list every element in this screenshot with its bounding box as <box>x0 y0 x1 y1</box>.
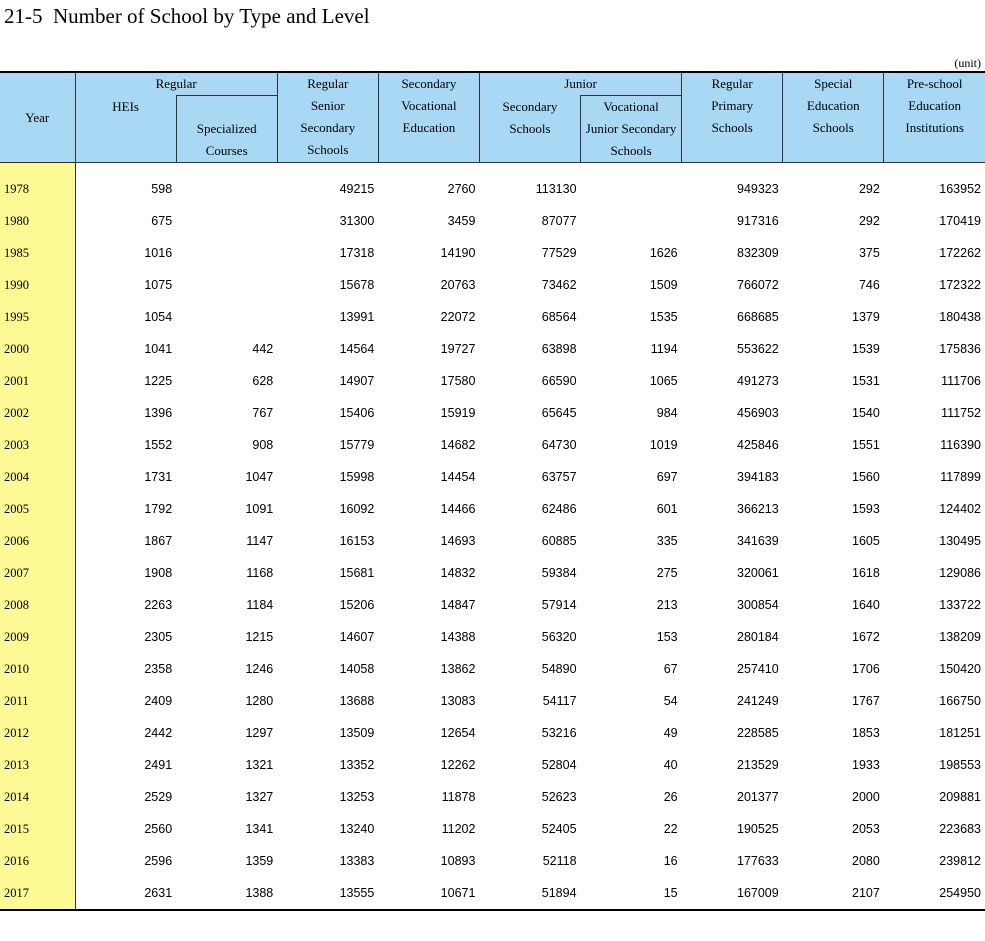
year-cell: 2001 <box>0 365 75 397</box>
value-cell: 241249 <box>737 694 779 708</box>
value-cell: 170419 <box>939 214 981 228</box>
value-cell: 52118 <box>542 854 577 868</box>
value-cell: 51894 <box>479 877 580 910</box>
value-cell: 1215 <box>245 630 274 644</box>
header-secondary-vocational-line-2: Vocational <box>401 98 457 113</box>
value-cell: 2529 <box>144 790 173 804</box>
value-cell: 111706 <box>941 374 981 388</box>
schools-table <box>0 71 985 911</box>
value-cell: 111752 <box>941 406 981 420</box>
value-cell: 746 <box>858 278 880 292</box>
value-cell: 117899 <box>940 470 981 484</box>
value-cell: 14388 <box>440 630 476 644</box>
value-cell: 228585 <box>737 726 779 740</box>
value-cell: 77529 <box>541 246 577 260</box>
value-cell: 15681 <box>339 566 375 580</box>
value-cell: 766072 <box>737 278 779 292</box>
value-cell: 54 <box>663 694 678 708</box>
header-secondary-vocational-line-1: Secondary <box>401 76 457 91</box>
value-cell: 14847 <box>440 598 476 612</box>
value-cell: 15919 <box>440 406 476 420</box>
value-cell: 1626 <box>649 246 678 260</box>
header-primary <box>682 72 783 163</box>
value-cell <box>176 163 277 206</box>
value-cell: 129086 <box>939 566 981 580</box>
header-preschool <box>884 72 985 163</box>
value-cell: 917316 <box>737 214 779 228</box>
value-cell: 150420 <box>939 662 981 676</box>
value-cell: 1341 <box>245 822 274 836</box>
value-cell: 13383 <box>339 854 375 868</box>
value-cell: 13509 <box>339 726 375 740</box>
value-cell: 2080 <box>852 854 880 868</box>
value-cell: 456903 <box>737 406 779 420</box>
value-cell: 14190 <box>440 246 476 260</box>
year-cell: 2017 <box>0 877 75 910</box>
value-cell: 11878 <box>441 790 476 804</box>
value-cell: 1540 <box>852 406 880 420</box>
year-cell: 2004 <box>0 461 75 493</box>
year-cell: 2010 <box>0 653 75 685</box>
value-cell: 67 <box>663 662 678 676</box>
value-cell: 1535 <box>649 310 678 324</box>
year-cell: 2012 <box>0 717 75 749</box>
value-cell: 2560 <box>144 822 173 836</box>
value-cell: 14466 <box>440 502 476 516</box>
table-row <box>0 269 985 301</box>
value-cell: 73462 <box>541 278 577 292</box>
value-cell: 1767 <box>852 694 880 708</box>
value-cell: 15779 <box>339 438 375 452</box>
value-cell: 66590 <box>541 374 577 388</box>
value-cell: 10893 <box>440 854 476 868</box>
year-cell: 2014 <box>0 781 75 813</box>
value-cell: 113130 <box>535 182 577 196</box>
value-cell: 1075 <box>144 278 173 292</box>
value-cell: 15 <box>581 877 682 910</box>
value-cell: 1605 <box>852 534 880 548</box>
header-vocational-junior <box>581 96 682 163</box>
value-cell <box>176 205 277 237</box>
value-cell: 767 <box>252 406 274 420</box>
value-cell: 17318 <box>339 246 375 260</box>
value-cell: 59384 <box>541 566 577 580</box>
header-senior-secondary-line-3: Secondary <box>300 120 356 135</box>
value-cell: 14058 <box>339 662 375 676</box>
unit-label: (unit) <box>954 56 981 70</box>
value-cell: 22 <box>663 822 678 836</box>
value-cell: 601 <box>656 502 678 516</box>
year-cell: 2002 <box>0 397 75 429</box>
header-vocational-junior-line-1: Vocational <box>603 99 659 114</box>
value-cell: 1706 <box>852 662 880 676</box>
value-cell: 64730 <box>541 438 577 452</box>
value-cell: 87077 <box>541 214 577 228</box>
value-cell: 341639 <box>737 534 779 548</box>
value-cell: 163952 <box>939 182 981 196</box>
table-row <box>0 749 985 781</box>
value-cell: 2442 <box>144 726 173 740</box>
value-cell: 2000 <box>852 790 880 804</box>
header-year-label: Year <box>25 109 50 125</box>
value-cell: 1379 <box>852 310 880 324</box>
table-row <box>0 589 985 621</box>
header-specialized-courses-line-2: Courses <box>205 143 248 158</box>
value-cell: 56320 <box>541 630 577 644</box>
value-cell: 1388 <box>176 877 277 910</box>
value-cell: 1672 <box>852 630 880 644</box>
value-cell: 124402 <box>939 502 981 516</box>
value-cell: 62486 <box>541 502 577 516</box>
table-row <box>0 653 985 685</box>
header-special-education-line-2: Education <box>806 98 860 113</box>
value-cell: 442 <box>252 342 274 356</box>
value-cell: 254950 <box>884 877 985 910</box>
header-senior-secondary-line-2: Senior <box>310 98 345 113</box>
value-cell: 949323 <box>737 182 779 196</box>
value-cell: 60885 <box>541 534 577 548</box>
value-cell: 908 <box>252 438 274 452</box>
value-cell: 2263 <box>144 598 173 612</box>
header-vocational-junior-line-3: Schools <box>610 143 652 158</box>
value-cell: 1194 <box>650 342 678 356</box>
table-row <box>0 163 985 206</box>
value-cell <box>176 301 277 333</box>
value-cell: 1168 <box>246 566 274 580</box>
value-cell: 292 <box>858 214 880 228</box>
table-row <box>0 685 985 717</box>
value-cell: 292 <box>858 182 880 196</box>
header-junior-line-2: Secondary <box>502 98 558 114</box>
value-cell: 177633 <box>737 854 779 868</box>
value-cell: 31300 <box>339 214 375 228</box>
value-cell: 1509 <box>649 278 678 292</box>
value-cell: 1593 <box>852 502 880 516</box>
value-cell <box>176 269 277 301</box>
value-cell: 14564 <box>339 342 375 356</box>
header-senior-secondary-line-4: Schools <box>307 142 349 157</box>
header-junior-secondary <box>479 96 580 163</box>
value-cell: 1552 <box>144 438 173 452</box>
header-secondary-vocational <box>378 72 479 163</box>
value-cell: 15998 <box>339 470 375 484</box>
value-cell: 598 <box>151 182 173 196</box>
value-cell: 181251 <box>939 726 981 740</box>
value-cell: 190525 <box>737 822 779 836</box>
value-cell: 22072 <box>440 310 476 324</box>
value-cell: 14832 <box>440 566 476 580</box>
value-cell: 14607 <box>339 630 375 644</box>
value-cell: 1047 <box>245 470 274 484</box>
value-cell: 1184 <box>246 598 274 612</box>
header-primary-line-2: Primary <box>711 98 754 113</box>
header-preschool-line-2: Education <box>908 98 962 113</box>
value-cell: 984 <box>656 406 678 420</box>
value-cell: 2305 <box>144 630 173 644</box>
table-row <box>0 621 985 653</box>
value-cell: 167009 <box>682 877 783 910</box>
value-cell: 1016 <box>144 246 173 260</box>
value-cell: 40 <box>663 758 678 772</box>
value-cell: 1853 <box>852 726 880 740</box>
value-cell: 57914 <box>541 598 577 612</box>
page-title: 21-5 Number of School by Type and Level <box>4 4 370 28</box>
value-cell: 239812 <box>939 854 981 868</box>
value-cell: 13555 <box>277 877 378 910</box>
table-row <box>0 205 985 237</box>
value-cell: 54117 <box>542 694 577 708</box>
value-cell: 1019 <box>649 438 678 452</box>
value-cell: 832309 <box>737 246 779 260</box>
value-cell: 166750 <box>939 694 981 708</box>
value-cell: 1731 <box>144 470 173 484</box>
header-junior-group <box>479 72 681 96</box>
year-cell: 1980 <box>0 205 75 237</box>
value-cell: 15206 <box>339 598 375 612</box>
year-cell: 2008 <box>0 589 75 621</box>
value-cell: 12262 <box>440 758 476 772</box>
table-row <box>0 717 985 749</box>
value-cell: 180438 <box>939 310 981 324</box>
value-cell: 213 <box>656 598 678 612</box>
value-cell: 1225 <box>144 374 173 388</box>
value-cell: 1280 <box>245 694 274 708</box>
table-row <box>0 301 985 333</box>
value-cell: 13991 <box>339 310 375 324</box>
value-cell: 19727 <box>440 342 476 356</box>
value-cell: 1933 <box>852 758 880 772</box>
header-regular-heis-sub <box>75 96 176 163</box>
header-secondary-vocational-line-3: Education <box>402 120 456 135</box>
value-cell: 12654 <box>440 726 476 740</box>
value-cell: 52623 <box>541 790 577 804</box>
year-cell: 2006 <box>0 525 75 557</box>
value-cell: 13352 <box>339 758 375 772</box>
table-row <box>0 813 985 845</box>
value-cell: 13688 <box>339 694 375 708</box>
value-cell: 198553 <box>939 758 981 772</box>
value-cell: 13253 <box>339 790 375 804</box>
header-primary-line-1: Regular <box>711 76 753 91</box>
value-cell: 1396 <box>144 406 173 420</box>
value-cell: 1297 <box>245 726 274 740</box>
value-cell <box>176 237 277 269</box>
table-row <box>0 429 985 461</box>
year-cell: 2007 <box>0 557 75 589</box>
value-cell: 3459 <box>447 214 476 228</box>
value-cell: 14682 <box>440 438 476 452</box>
value-cell: 213529 <box>737 758 779 772</box>
year-cell: 2015 <box>0 813 75 845</box>
value-cell: 1054 <box>144 310 173 324</box>
value-cell: 15406 <box>339 406 375 420</box>
value-cell: 300854 <box>737 598 779 612</box>
value-cell: 1065 <box>649 374 678 388</box>
header-regular-heis <box>75 72 277 96</box>
value-cell: 14907 <box>339 374 375 388</box>
table-row <box>0 397 985 429</box>
value-cell: 1551 <box>852 438 880 452</box>
year-cell: 2013 <box>0 749 75 781</box>
table-row <box>0 493 985 525</box>
year-cell: 2016 <box>0 845 75 877</box>
value-cell: 14454 <box>440 470 476 484</box>
header-junior-line-3: Schools <box>509 120 551 136</box>
value-cell: 1531 <box>852 374 880 388</box>
value-cell: 697 <box>656 470 678 484</box>
year-cell: 1990 <box>0 269 75 301</box>
header-special-education <box>783 72 884 163</box>
value-cell: 553622 <box>737 342 779 356</box>
header-senior-secondary <box>277 72 378 163</box>
value-cell: 668685 <box>737 310 779 324</box>
header-special-education-line-1: Special <box>814 76 853 91</box>
table-row <box>0 461 985 493</box>
value-cell: 65645 <box>541 406 577 420</box>
value-cell: 13862 <box>440 662 476 676</box>
value-cell: 1539 <box>852 342 880 356</box>
table-header <box>0 72 985 163</box>
value-cell: 116390 <box>940 438 981 452</box>
value-cell: 53216 <box>541 726 577 740</box>
value-cell: 130495 <box>939 534 981 548</box>
value-cell: 2631 <box>75 877 176 910</box>
value-cell: 49215 <box>339 182 375 196</box>
year-cell: 1995 <box>0 301 75 333</box>
value-cell: 394183 <box>737 470 779 484</box>
value-cell: 1091 <box>245 502 274 516</box>
value-cell: 172262 <box>939 246 981 260</box>
value-cell: 366213 <box>737 502 779 516</box>
value-cell: 1867 <box>144 534 173 548</box>
year-cell: 2000 <box>0 333 75 365</box>
value-cell: 68564 <box>541 310 577 324</box>
header-preschool-line-3: Institutions <box>905 120 964 135</box>
header-specialized-courses <box>176 96 277 163</box>
value-cell: 209881 <box>939 790 981 804</box>
value-cell: 26 <box>663 790 678 804</box>
value-cell: 52405 <box>541 822 577 836</box>
value-cell: 628 <box>252 374 274 388</box>
table-row <box>0 365 985 397</box>
value-cell: 201377 <box>737 790 779 804</box>
value-cell: 1908 <box>144 566 173 580</box>
value-cell: 2358 <box>144 662 173 676</box>
value-cell: 14693 <box>440 534 476 548</box>
value-cell: 138209 <box>939 630 981 644</box>
header-vocational-junior-line-2: Junior Secondary <box>585 121 677 136</box>
value-cell: 10671 <box>378 877 479 910</box>
value-cell: 257410 <box>737 662 779 676</box>
value-cell: 11202 <box>441 822 476 836</box>
year-cell: 1978 <box>0 163 75 206</box>
value-cell: 1327 <box>245 790 274 804</box>
value-cell: 280184 <box>737 630 779 644</box>
value-cell: 17580 <box>440 374 476 388</box>
value-cell: 54890 <box>541 662 577 676</box>
table-row <box>0 237 985 269</box>
header-special-education-line-3: Schools <box>812 120 854 135</box>
year-cell: 2011 <box>0 685 75 717</box>
value-cell: 63898 <box>541 342 577 356</box>
table-row <box>0 333 985 365</box>
header-senior-secondary-line-1: Regular <box>307 76 349 91</box>
value-cell: 491273 <box>737 374 779 388</box>
value-cell <box>581 163 682 206</box>
value-cell: 2760 <box>447 182 476 196</box>
value-cell: 20763 <box>440 278 476 292</box>
table-row <box>0 845 985 877</box>
value-cell: 2107 <box>783 877 884 910</box>
value-cell: 49 <box>663 726 678 740</box>
table-row <box>0 781 985 813</box>
value-cell: 1147 <box>246 534 274 548</box>
table-body <box>0 163 985 911</box>
value-cell: 16 <box>663 854 678 868</box>
header-preschool-line-1: Pre-school <box>906 76 963 91</box>
value-cell: 63757 <box>541 470 577 484</box>
value-cell: 320061 <box>737 566 779 580</box>
value-cell: 1560 <box>852 470 880 484</box>
value-cell: 2053 <box>852 822 880 836</box>
header-primary-line-3: Schools <box>711 120 753 135</box>
value-cell: 1792 <box>144 502 173 516</box>
value-cell: 172322 <box>939 278 981 292</box>
header-junior-line-1: Junior <box>564 76 597 91</box>
value-cell: 153 <box>656 630 678 644</box>
year-cell: 1985 <box>0 237 75 269</box>
header-regular-heis-line-1: Regular <box>155 76 197 91</box>
value-cell: 1640 <box>852 598 880 612</box>
value-cell: 1041 <box>144 342 173 356</box>
value-cell: 175836 <box>939 342 981 356</box>
value-cell: 1618 <box>852 566 880 580</box>
year-cell: 2003 <box>0 429 75 461</box>
year-cell: 2009 <box>0 621 75 653</box>
value-cell: 1246 <box>245 662 274 676</box>
value-cell: 223683 <box>939 822 981 836</box>
table-row <box>0 877 985 910</box>
value-cell: 133722 <box>939 598 981 612</box>
value-cell: 335 <box>656 534 678 548</box>
value-cell: 275 <box>656 566 678 580</box>
value-cell: 52804 <box>541 758 577 772</box>
value-cell: 2409 <box>144 694 173 708</box>
value-cell: 375 <box>858 246 880 260</box>
value-cell: 13083 <box>440 694 476 708</box>
table-row <box>0 525 985 557</box>
header-specialized-courses-line-1: Specialized <box>196 121 257 136</box>
table-row <box>0 557 985 589</box>
header-year <box>0 72 75 163</box>
value-cell: 1359 <box>245 854 274 868</box>
value-cell: 425846 <box>737 438 779 452</box>
value-cell: 16092 <box>339 502 375 516</box>
value-cell: 13240 <box>339 822 375 836</box>
value-cell: 2596 <box>144 854 173 868</box>
value-cell: 15678 <box>339 278 375 292</box>
value-cell: 1321 <box>245 758 274 772</box>
header-regular-heis-line-2: HEIs <box>112 98 139 114</box>
year-cell: 2005 <box>0 493 75 525</box>
value-cell: 16153 <box>339 534 375 548</box>
value-cell <box>581 205 682 237</box>
value-cell: 675 <box>151 214 173 228</box>
value-cell: 2491 <box>144 758 173 772</box>
